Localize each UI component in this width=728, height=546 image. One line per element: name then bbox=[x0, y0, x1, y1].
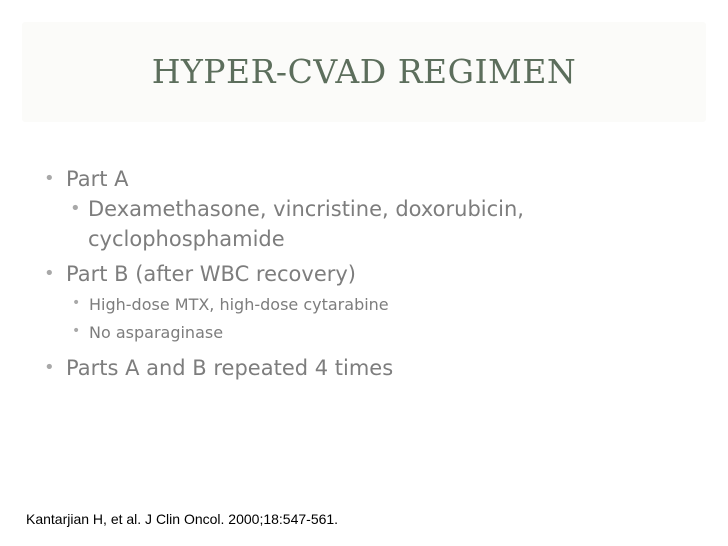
bullet-text: Part A bbox=[66, 167, 129, 191]
bullet-icon: • bbox=[44, 168, 55, 189]
bullet-text: Parts A and B repeated 4 times bbox=[66, 356, 394, 380]
sub-bullet-part-a-drugs-continued bbox=[88, 227, 285, 251]
bullet-text: High-dose MTX, high-dose cytarabine bbox=[89, 295, 389, 314]
slide-title: HYPER-CVAD REGIMEN bbox=[151, 52, 577, 91]
bullet-text: Dexamethasone, vincristine, doxorubicin, bbox=[88, 197, 524, 221]
bullet-icon: • bbox=[70, 198, 81, 219]
bullet-part-b bbox=[44, 262, 356, 286]
bullet-icon: • bbox=[72, 295, 81, 311]
sub-bullet-no-asparaginase bbox=[72, 323, 224, 342]
bullet-part-a bbox=[44, 167, 129, 191]
sub-bullet-part-b-drugs bbox=[72, 295, 389, 314]
citation: Kantarjian H, et al. J Clin Oncol. 2000;18:547-561. bbox=[26, 511, 339, 527]
bullet-icon: • bbox=[44, 263, 55, 284]
bullet-text: cyclophosphamide bbox=[88, 227, 285, 251]
bullet-repeat bbox=[44, 356, 394, 380]
bullet-text: No asparaginase bbox=[89, 323, 224, 342]
bullet-icon: • bbox=[44, 357, 55, 378]
bullet-text: Part B (after WBC recovery) bbox=[66, 262, 356, 286]
sub-bullet-part-a-drugs bbox=[70, 197, 524, 221]
bullet-icon: • bbox=[72, 323, 81, 339]
